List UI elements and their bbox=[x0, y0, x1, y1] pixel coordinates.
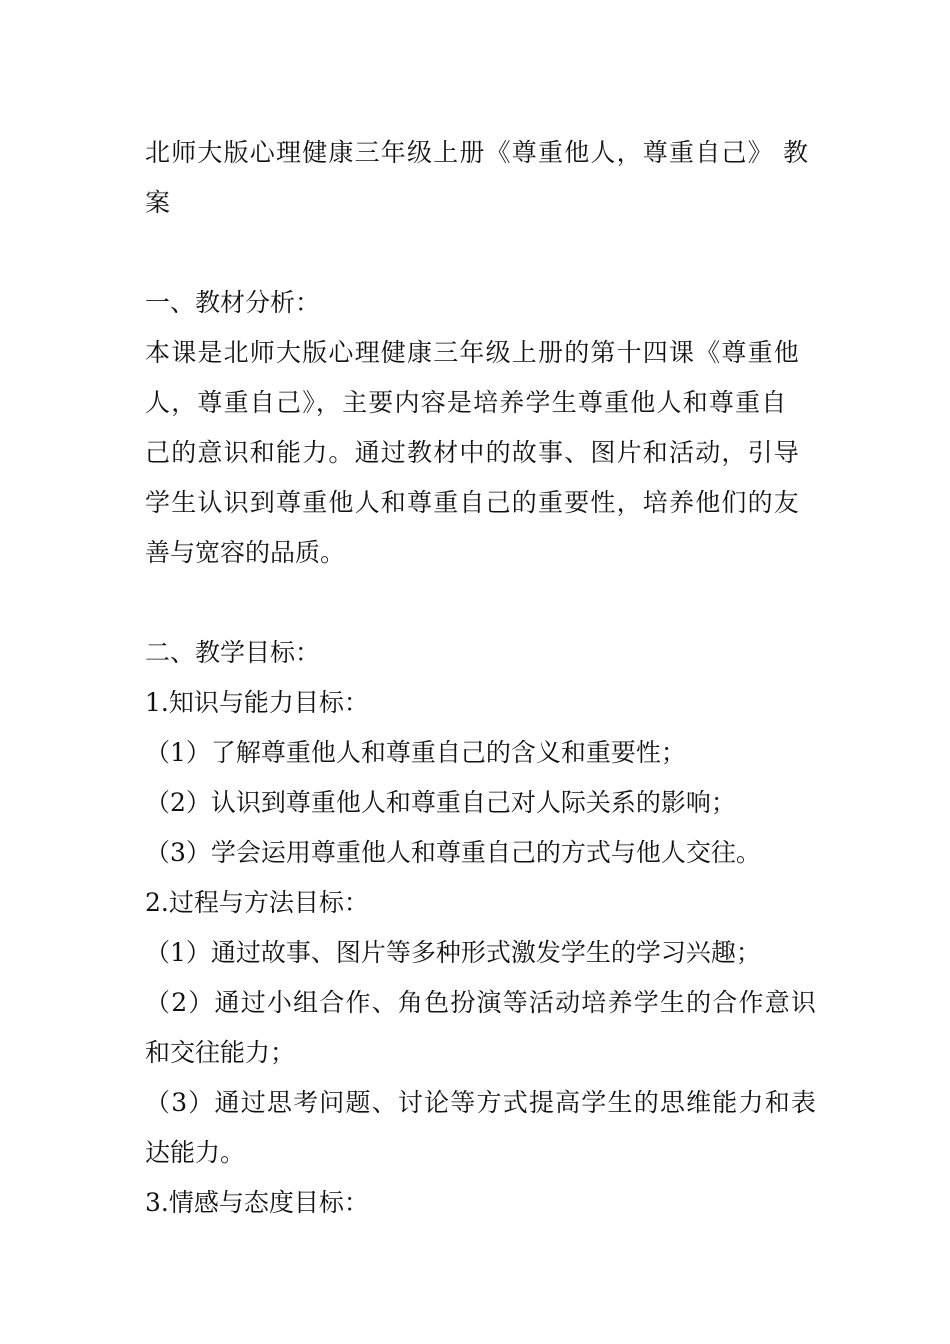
goal2-item-continuation: 和交往能力； bbox=[145, 1038, 296, 1067]
goal2-item: （3）通过思考问题、讨论等方式提高学生的思维能力和表 bbox=[145, 1088, 818, 1117]
goal2-heading: 2.过程与方法目标： bbox=[145, 888, 369, 917]
section1-heading: 一、教材分析： bbox=[145, 288, 321, 317]
goal2-item: （1）通过故事、图片等多种形式激发学生的学习兴趣； bbox=[145, 938, 761, 967]
section1-paragraph-line: 善与宽容的品质。 bbox=[145, 538, 346, 567]
goal1-item: （1）了解尊重他人和尊重自己的含义和重要性； bbox=[145, 738, 686, 767]
goal1-heading: 1.知识与能力目标： bbox=[145, 688, 369, 717]
section1-paragraph-line: 本课是北师大版心理健康三年级上册的第十四课《尊重他 bbox=[145, 338, 801, 367]
section1-paragraph-line: 学生认识到尊重他人和尊重自己的重要性，培养他们的友 bbox=[145, 488, 801, 517]
section1-paragraph-line: 己的意识和能力。通过教材中的故事、图片和活动，引导 bbox=[145, 438, 801, 467]
document-title-line-1: 北师大版心理健康三年级上册《尊重他人，尊重自己》 教 bbox=[145, 138, 810, 167]
document-title-line-2: 案 bbox=[145, 188, 171, 217]
goal3-heading: 3.情感与态度目标： bbox=[145, 1188, 369, 1217]
goal2-item: （2）通过小组合作、角色扮演等活动培养学生的合作意识 bbox=[145, 988, 818, 1017]
goal1-item: （2）认识到尊重他人和尊重自己对人际关系的影响； bbox=[145, 788, 736, 817]
section1-paragraph-line: 人，尊重自己》，主要内容是培养学生尊重他人和尊重自 bbox=[145, 388, 788, 417]
section2-heading: 二、教学目标： bbox=[145, 638, 321, 667]
goal1-item: （3）学会运用尊重他人和尊重自己的方式与他人交往。 bbox=[145, 838, 761, 867]
goal2-item-continuation: 达能力。 bbox=[145, 1138, 246, 1167]
